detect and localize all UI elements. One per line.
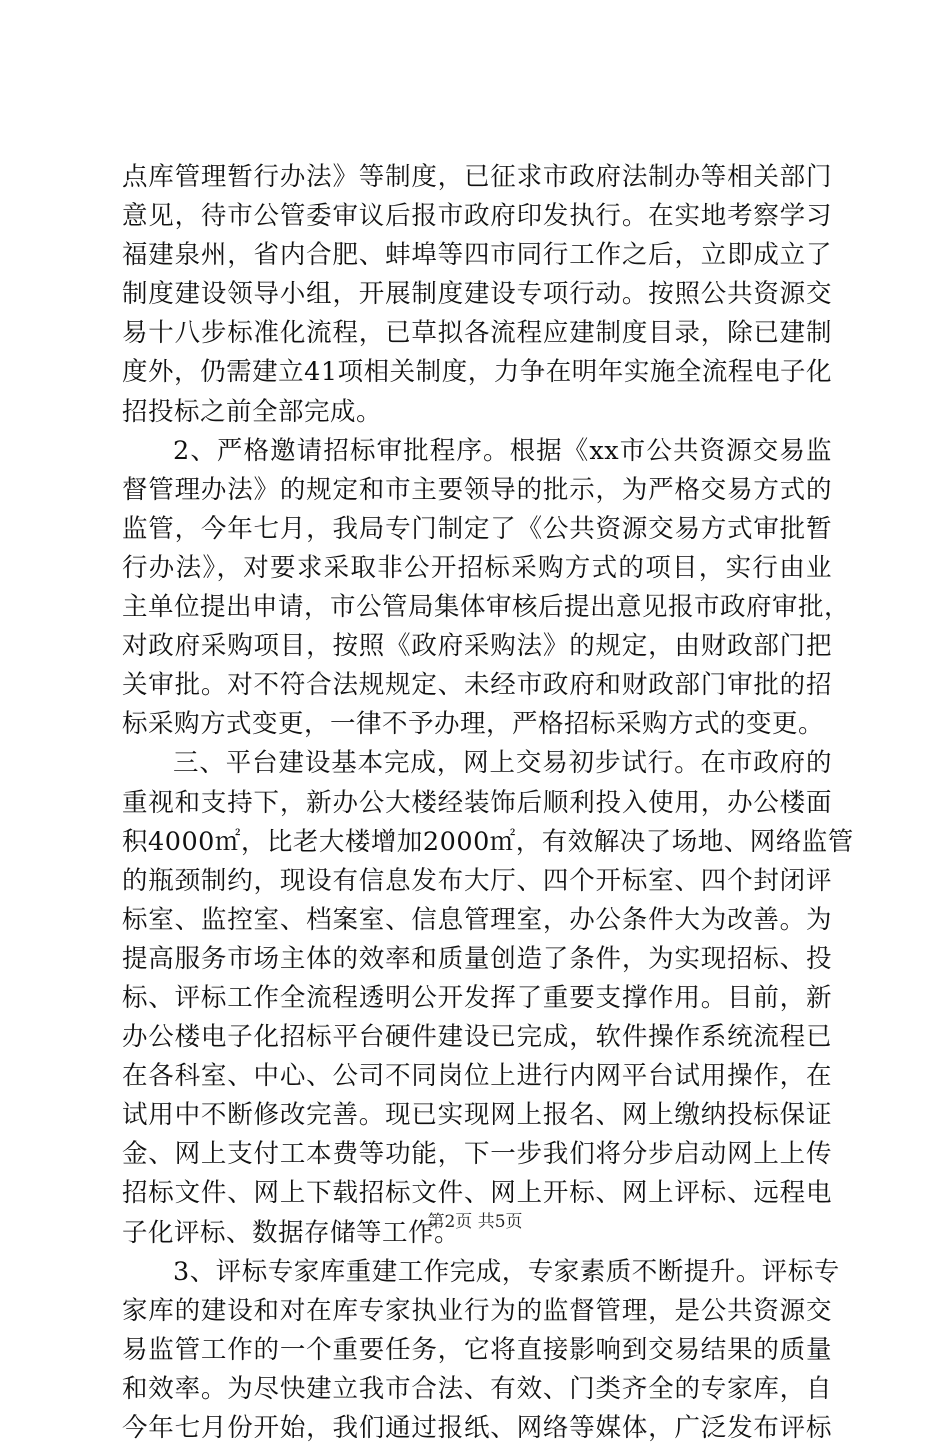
paragraph-start-line: 2、严格邀请招标审批程序。根据《xx市公共资源交易监	[173, 435, 832, 466]
text-line: 试用中不断修改完善。现已实现网上报名、网上缴纳投标保证	[122, 1100, 832, 1131]
text-line: 标室、监控室、档案室、信息管理室，办公条件大为改善。为	[122, 904, 832, 935]
text-line: 关审批。对不符合法规规定、未经市政府和财政部门审批的招	[122, 670, 832, 701]
text-line: 监管，今年七月，我局专门制定了《公共资源交易方式审批暂	[122, 513, 832, 544]
paragraph-end-line: 子化评标、数据存储等工作。	[122, 1217, 461, 1248]
text-line: 在各科室、中心、公司不同岗位上进行内网平台试用操作，在	[122, 1061, 832, 1092]
text-line: 标、评标工作全流程透明公开发挥了重要支撑作用。目前，新	[122, 982, 832, 1013]
text-line: 点库管理暂行办法》等制度，已征求市政府法制办等相关部门	[122, 162, 832, 192]
text-line: 行办法》，对要求采取非公开招标采购方式的项目，实行由业	[122, 552, 832, 583]
text-line: 主单位提出申请，市公管局集体审核后提出意见报市政府审批，	[122, 592, 851, 623]
text-line: 度外，仍需建立41项相关制度，力争在明年实施全流程电子化	[122, 357, 832, 388]
text-line: 重视和支持下，新办公大楼经装饰后顺利投入使用，办公楼面	[122, 787, 832, 818]
paragraph-start-line: 三、平台建设基本完成，网上交易初步试行。在市政府的	[173, 748, 832, 779]
page-number-footer: 第2页 共5页	[427, 1212, 523, 1232]
text-line: 意见，待市公管委审议后报市政府印发执行。在实地考察学习	[122, 201, 832, 232]
text-line: 招标文件、网上下载招标文件、网上开标、网上评标、远程电	[122, 1178, 832, 1209]
text-line: 易十八步标准化流程，已草拟各流程应建制度目录，除已建制	[122, 318, 832, 349]
text-line: 福建泉州，省内合肥、蚌埠等四市同行工作之后，立即成立了	[122, 240, 832, 271]
text-line: 家库的建设和对在库专家执业行为的监督管理，是公共资源交	[122, 1295, 832, 1326]
paragraph-end-line: 招投标之前全部完成。	[122, 396, 383, 427]
paragraph-end-line: 标采购方式变更，一律不予办理，严格招标采购方式的变更。	[122, 709, 825, 740]
text-line: 积4000㎡，比老大楼增加2000㎡，有效解决了场地、网络监管	[122, 826, 854, 857]
text-line: 督管理办法》的规定和市主要领导的批示，为严格交易方式的	[122, 474, 832, 505]
text-line: 金、网上支付工本费等功能，下一步我们将分步启动网上上传	[122, 1139, 832, 1170]
text-line: 对政府采购项目，按照《政府采购法》的规定，由财政部门把	[122, 631, 832, 662]
text-line: 的瓶颈制约，现设有信息发布大厅、四个开标室、四个封闭评	[122, 865, 832, 896]
text-line: 制度建设领导小组，开展制度建设专项行动。按照公共资源交	[122, 279, 832, 310]
text-line: 提高服务市场主体的效率和质量创造了条件，为实现招标、投	[122, 943, 832, 974]
text-line: 今年七月份开始，我们通过报纸、网络等媒体，广泛发布评标	[122, 1413, 832, 1443]
text-line: 办公楼电子化招标平台硬件建设已完成，软件操作系统流程已	[122, 1022, 832, 1053]
body-text	[122, 158, 854, 1448]
text-line: 易监管工作的一个重要任务，它将直接影响到交易结果的质量	[122, 1334, 832, 1365]
text-line: 和效率。为尽快建立我市合法、有效、门类齐全的专家库，自	[122, 1373, 832, 1404]
paragraph-start-line: 3、评标专家库重建工作完成，专家素质不断提升。评标专	[173, 1256, 840, 1287]
